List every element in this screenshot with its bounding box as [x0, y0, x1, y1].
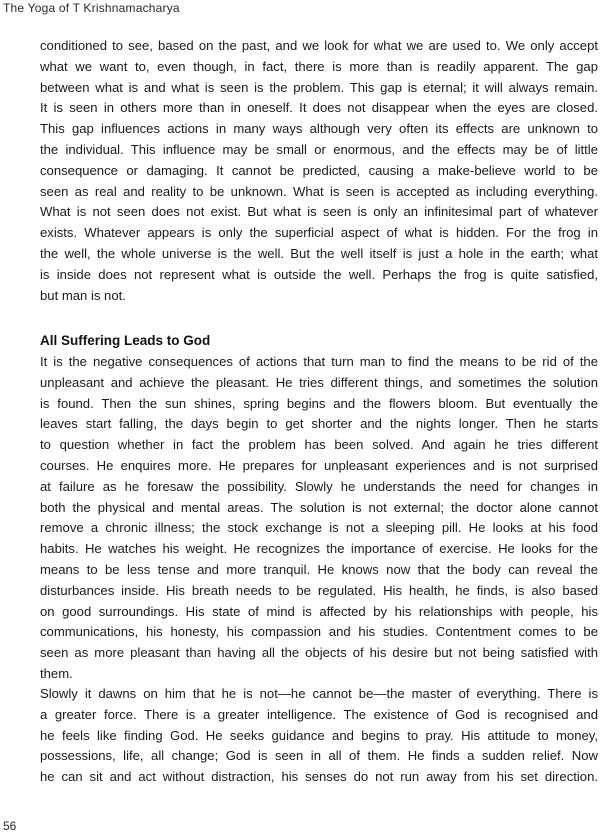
paragraph-negative-consequences	[40, 352, 598, 685]
text-line: on good surroundings. His state of mind is affected by his relationships with people, his	[40, 603, 598, 619]
text-line: It is the negative consequences of actions that turn man to find the means to be rid of the	[40, 354, 598, 369]
text-line: unpleasant and achieve the pleasant. He tries different things, and sometimes the solution	[40, 374, 598, 390]
text-line: seen as real and reality to be unknown. What is seen is accepted as including everything.	[40, 183, 598, 199]
text-line: at failure as he foresaw the possibility. Slowly he understands the need for changes in	[40, 478, 598, 494]
running-header: The Yoga of T Krishnamacharya	[3, 1, 180, 15]
text-line: but man is not.	[40, 287, 126, 303]
text-line: remove a chronic illness; the stock exchange is not a sleeping pill. He looks at his food	[40, 520, 598, 536]
section-heading: All Suffering Leads to God	[40, 333, 211, 348]
text-line: means to be less tense and more tranquil. He knows now that the body can reveal the	[40, 561, 598, 577]
text-line: exists. Whatever appears is only the superficial aspect of what is hidden. For the frog in	[40, 225, 598, 241]
text-line: what we want to, even though, in fact, there is more than is readily apparent. The gap	[40, 58, 598, 74]
text-line: disturbances inside. His breath needs to be regulated. His health, he finds, is also based	[40, 582, 598, 598]
text-line: habits. He watches his weight. He recognizes the importance of exercise. He looks for the	[40, 541, 598, 557]
text-line: possessions, life, all change; God is seen in all of them. He finds a sudden relief. Now	[40, 748, 598, 764]
paragraph-frog-in-the-well	[40, 36, 598, 306]
text-line: the well, the whole universe is the well. But the well itself is just a hole in the earth; what	[40, 245, 598, 261]
text-line: a greater force. There is a greater intelligence. The existence of God is recognised and	[40, 706, 598, 722]
page-number: 56	[3, 819, 17, 833]
text-line: courses. He enquires more. He prepares for unpleasant experiences and is not surprised	[40, 457, 598, 473]
text-line: the individual. This influence may be small or enormous, and the effects may be of little	[40, 141, 598, 157]
text-line: consequence or damaging. It cannot be predicted, causing a make-believe world to be	[40, 162, 598, 178]
text-line: is found. Then the sun shines, spring begins and the flowers bloom. But eventually the	[40, 395, 598, 411]
text-line: It is seen in others more than in oneself. It does not disappear when the eyes are closed.	[40, 100, 598, 116]
text-line: to question whether in fact the problem has been solved. And again he tries different	[40, 437, 598, 453]
text-line: seen as more pleasant than having all the objects of his desire but not being satisfied with	[40, 645, 598, 661]
text-line: between what is and what is seen is the problem. This gap is eternal; it will always remain.	[40, 79, 598, 95]
text-line: What is not seen does not exist. But what is seen is only an infinitesimal part of whatever	[40, 204, 598, 220]
text-line: them.	[40, 665, 73, 681]
text-line: he can sit and act without distraction, his senses do not run away from his set direction.	[40, 769, 598, 785]
text-line: Slowly it dawns on him that he is not—he cannot be—the master of everything. There is	[40, 686, 598, 701]
text-line: is inside does not represent what is outside the well. Perhaps the frog is quite satisfied,	[40, 266, 598, 282]
text-line: he feels like finding God. He seeks guidance and begins to pray. His attitude to money,	[40, 727, 598, 743]
text-line: This gap influences actions in many ways although very often its effects are unknown to	[40, 121, 598, 137]
text-line: both the physical and mental areas. The solution is not external; the doctor alone cannot	[40, 499, 598, 515]
text-line: communications, his honesty, his compassion and his studies. Contentment comes to be	[40, 624, 598, 640]
paragraph-greater-force	[40, 684, 598, 788]
text-line: leaves start falling, the days begin to get shorter and the nights longer. Then he starts	[40, 416, 598, 432]
text-line: conditioned to see, based on the past, and we look for what we are used to. We only accept	[40, 38, 598, 53]
